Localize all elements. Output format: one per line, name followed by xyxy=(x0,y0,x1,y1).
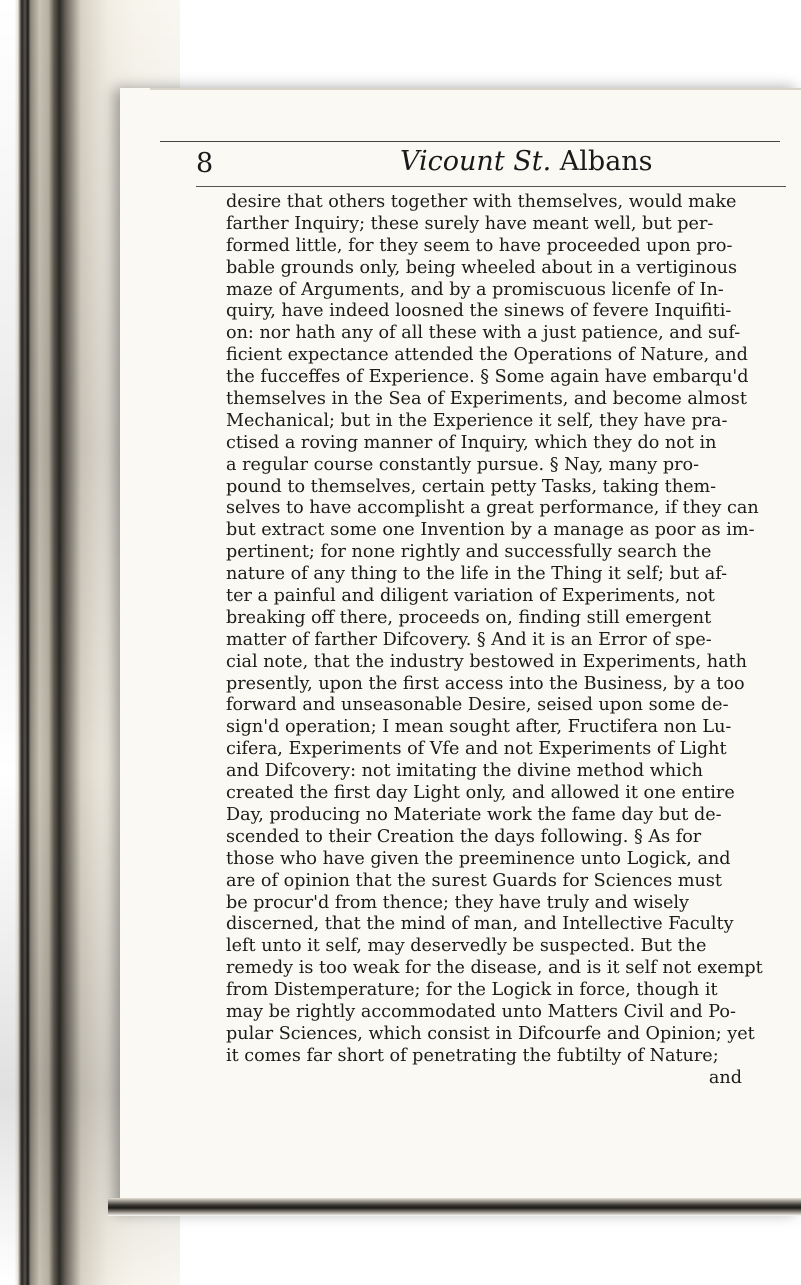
text-line: remedy is too weak for the disease, and is it self not exempt xyxy=(226,958,763,979)
text-line: bable grounds only, being wheeled about in a vertiginous xyxy=(226,257,737,278)
text-line: nature of any thing to the life in the Thing it self; but af- xyxy=(226,564,728,585)
catchword: and xyxy=(708,1067,742,1088)
text-line: the fucceffes of Experience. § Some again have embarqu'd xyxy=(226,367,749,388)
body-text xyxy=(226,192,790,1090)
page-top-edge xyxy=(150,88,801,90)
text-line: desire that others together with themselves, would make xyxy=(226,192,737,212)
text-line: but extract some one Invention by a manage as poor as im- xyxy=(226,520,755,541)
page-bottom-edge xyxy=(108,1198,801,1216)
text-line: quiry, have indeed loosned the sinews of fevere Inquifiti- xyxy=(226,301,732,322)
text-line: may be rightly accommodated unto Matters Civil and Po- xyxy=(226,1001,736,1022)
text-line: pular Sciences, which consist in Difcourfe and Opinion; yet xyxy=(226,1023,755,1044)
text-line: breaking off there, proceeds on, finding still emergent xyxy=(226,607,712,628)
text-line: on: nor hath any of all these with a just patience, and suf- xyxy=(226,323,741,344)
text-line: maze of Arguments, and by a promiscuous licenfe of In- xyxy=(226,279,724,300)
running-head-italic: Vicount St. xyxy=(400,146,552,177)
text-line: ter a painful and diligent variation of Experiments, not xyxy=(226,586,715,607)
header-rule-top xyxy=(160,141,780,142)
text-line: farther Inquiry; these surely have meant well, but per- xyxy=(226,213,714,234)
text-line: Mechanical; but in the Experience it self, they have pra- xyxy=(226,410,728,431)
text-line: from Distemperature; for the Logick in force, though it xyxy=(226,980,718,1001)
text-line: scended to their Creation the days following. § As for xyxy=(226,826,702,847)
text-line: are of opinion that the surest Guards for Sciences must xyxy=(226,870,722,891)
text-line: discerned, that the mind of man, and Intellective Faculty xyxy=(226,914,734,935)
text-line: pertinent; for none rightly and successfully search the xyxy=(226,542,712,563)
text-line: matter of farther Difcovery. § And it is an Error of spe- xyxy=(226,629,712,650)
text-line: and Difcovery: not imitating the divine method which xyxy=(226,761,703,782)
page-header xyxy=(196,146,786,186)
text-line: ctised a roving manner of Inquiry, which they do not in xyxy=(226,432,717,453)
text-line: left unto it self, may deservedly be suspected. But the xyxy=(226,936,707,957)
text-line: cifera, Experiments of Vfe and not Experiments of Light xyxy=(226,739,727,760)
header-rule-bottom xyxy=(196,186,786,187)
running-head xyxy=(400,146,653,178)
text-line: Day, producing no Materiate work the fame day but de- xyxy=(226,804,722,825)
text-line: cial note, that the industry bestowed in Experiments, hath xyxy=(226,651,747,672)
text-line: sign'd operation; I mean sought after, Fructifera non Lu- xyxy=(226,717,732,738)
text-line: be procur'd from thence; they have truly and wisely xyxy=(226,892,689,913)
text-line: formed little, for they seem to have proceeded upon pro- xyxy=(226,235,733,256)
text-line: a regular course constantly pursue. § Nay, many pro- xyxy=(226,454,700,475)
text-line: created the first day Light only, and allowed it one entire xyxy=(226,783,735,804)
text-line: forward and unseasonable Desire, seised upon some de- xyxy=(226,695,729,716)
text-line: presently, upon the first access into the Business, by a too xyxy=(226,673,745,694)
page-number: 8 xyxy=(196,148,214,179)
text-line: those who have given the preeminence unto Logick, and xyxy=(226,848,731,869)
text-line: ficient expectance attended the Operations of Nature, and xyxy=(226,345,748,366)
running-head-roman: Albans xyxy=(559,146,653,177)
text-line: selves to have accomplisht a great performance, if they can xyxy=(226,498,759,519)
text-line: themselves in the Sea of Experiments, and become almost xyxy=(226,389,747,410)
text-line: pound to themselves, certain petty Tasks, taking them- xyxy=(226,476,717,497)
text-line: it comes far short of penetrating the fubtilty of Nature; xyxy=(226,1045,719,1066)
